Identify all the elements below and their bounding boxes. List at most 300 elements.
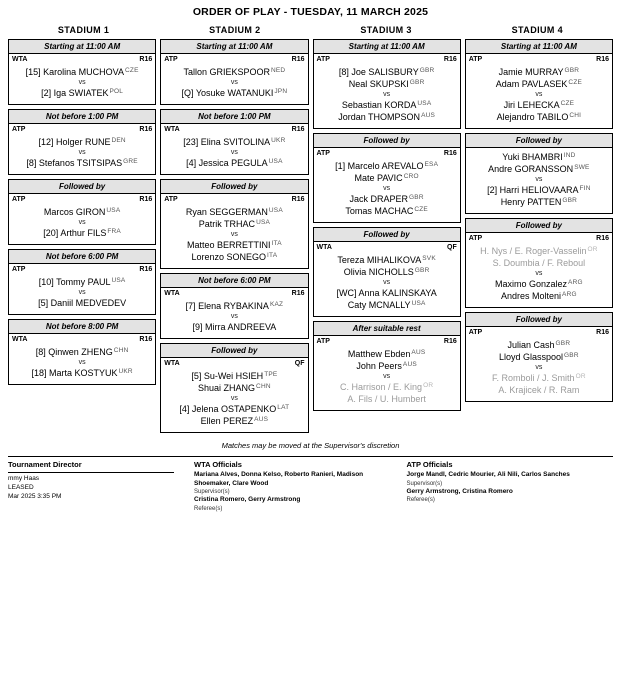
player-name: Andres Molteni	[501, 291, 562, 301]
match-block[interactable]	[160, 343, 308, 433]
player-line	[12, 206, 152, 218]
team	[317, 66, 457, 90]
player-line	[12, 87, 152, 99]
player-name: Ellen PEREZ	[200, 416, 254, 426]
player-line	[164, 300, 304, 312]
team	[469, 66, 609, 90]
session-time-band: Starting at 11:00 AM	[466, 40, 612, 54]
player-country: FRA	[107, 228, 121, 235]
stadium-header-2: STADIUM 2	[209, 25, 261, 35]
player-line	[317, 66, 457, 78]
released-label: LEASED	[8, 484, 34, 491]
match-entry	[314, 252, 460, 316]
player-line	[164, 251, 304, 263]
player-country: CHN	[113, 347, 129, 354]
match-block[interactable]	[160, 273, 308, 339]
player-line	[469, 151, 609, 163]
player-country: USA	[111, 277, 126, 284]
player-name: Yuki BHAMBRI	[502, 152, 563, 162]
player-country: ARG	[562, 291, 577, 298]
team	[164, 403, 304, 427]
versus-separator: vs	[383, 91, 391, 98]
tour-round-row	[161, 124, 307, 134]
player-country: CHN	[256, 383, 271, 390]
match-block[interactable]	[8, 249, 156, 315]
player-seed: [1]	[335, 161, 348, 171]
versus-separator: vs	[230, 395, 238, 402]
match-block[interactable]	[465, 39, 613, 129]
player-country: AUS	[411, 349, 426, 356]
team	[469, 151, 609, 175]
tour-label: ATP	[164, 196, 178, 203]
round-label: R16	[139, 56, 153, 63]
player-name: Ryan SEGGERMAN	[185, 207, 268, 217]
versus-separator: vs	[535, 270, 543, 277]
player-name: Mate PAVIC	[354, 173, 403, 183]
tournament-director-title: Tournament Director	[8, 460, 82, 469]
session-time-band: Starting at 11:00 AM	[314, 40, 460, 54]
match-block[interactable]	[313, 133, 461, 223]
player-country: GBR	[564, 67, 580, 74]
player-country: AUS	[254, 416, 269, 423]
player-name: Karolina MUCHOVA	[43, 67, 124, 77]
stadium-header-1: STADIUM 1	[57, 25, 110, 35]
player-country: ITA	[267, 252, 278, 259]
stadium-column	[465, 39, 613, 406]
player-line	[12, 227, 152, 239]
player-country: USA	[411, 300, 426, 307]
wta-supervisors-label: Supervisor(s)	[194, 489, 230, 495]
player-name: John Peers	[356, 361, 402, 371]
player-country: USA	[256, 219, 271, 226]
player-country: GRE	[123, 158, 138, 165]
player-name: Marcelo AREVALO	[347, 161, 424, 171]
player-seed: [4]	[179, 404, 192, 414]
player-name: S. Doumbia / F. Reboul	[492, 258, 586, 268]
player-country: ITA	[271, 240, 282, 247]
round-label: R16	[596, 329, 609, 336]
round-label: QF	[294, 360, 305, 367]
versus-separator: vs	[383, 373, 391, 380]
match-entry	[161, 204, 307, 268]
player-line	[12, 346, 152, 358]
player-country: KAZ	[269, 301, 284, 308]
player-line	[317, 254, 457, 266]
player-country: CZE	[414, 206, 428, 213]
round-label: R16	[443, 338, 457, 345]
player-seed: [4]	[186, 158, 199, 168]
versus-separator: vs	[78, 219, 86, 226]
team	[317, 381, 457, 405]
player-line	[469, 257, 609, 269]
match-block[interactable]	[160, 39, 308, 105]
player-name: Henry PATTEN	[500, 197, 562, 207]
round-label: R16	[291, 290, 305, 297]
match-block[interactable]	[8, 39, 156, 105]
player-line	[164, 415, 304, 427]
player-name: Julian Cash	[507, 340, 555, 350]
player-line	[317, 393, 457, 405]
wta-supervisors: Mariana Alves, Donna Kelso, Roberto Ranieri, Madison Shoemaker, Clare Wood	[194, 471, 364, 487]
player-name: Lloyd Glasspool	[499, 352, 564, 362]
match-block[interactable]	[313, 227, 461, 317]
session-time-band: Followed by	[161, 180, 307, 194]
player-name: Anna KALINSKAYA	[358, 288, 437, 298]
match-entry	[161, 134, 307, 174]
session-time-band: Followed by	[161, 344, 307, 358]
player-line	[164, 382, 304, 394]
player-name: Jack DRAPER	[349, 194, 409, 204]
tour-round-row	[9, 334, 155, 344]
player-country: GBR	[555, 340, 571, 347]
versus-separator: vs	[230, 79, 238, 86]
player-name: Mirra ANDREEVA	[204, 322, 277, 332]
player-line	[164, 87, 304, 99]
player-country: LAT	[277, 404, 290, 411]
player-country: GBR	[409, 79, 425, 86]
tour-round-row	[161, 358, 307, 368]
footer-wta-officials	[194, 460, 401, 513]
tour-round-row	[466, 327, 612, 337]
team	[317, 348, 457, 372]
player-name: Marcos GIRON	[43, 207, 106, 217]
player-country: CZE	[560, 100, 575, 107]
player-country: GBR	[419, 67, 435, 74]
player-name: Joe SALISBURY	[351, 67, 419, 77]
player-name: H. Nys / E. Roger-Vasselin	[480, 246, 587, 256]
player-line	[12, 297, 152, 309]
tour-label: ATP	[12, 196, 26, 203]
player-line	[12, 276, 152, 288]
session-time-band: After suitable rest	[314, 322, 460, 336]
player-line	[317, 299, 457, 311]
player-country: IND	[563, 152, 576, 159]
player-name: A. Fils / U. Humbert	[347, 394, 426, 404]
player-country: OR	[587, 246, 598, 253]
tour-label: WTA	[164, 290, 180, 297]
player-name: Tomas MACHAC	[345, 206, 414, 216]
player-line	[317, 111, 457, 123]
player-line	[317, 360, 457, 372]
player-seed: [5]	[191, 371, 204, 381]
round-label: QF	[447, 244, 457, 251]
tour-label: ATP	[316, 338, 330, 345]
team	[164, 239, 304, 263]
match-block[interactable]	[8, 109, 156, 175]
player-country: GBR	[564, 352, 579, 359]
match-entry	[161, 298, 307, 338]
player-line	[12, 136, 152, 148]
player-country: UKR	[118, 368, 133, 375]
player-name: Elena RYBAKINA	[198, 301, 269, 311]
player-line	[469, 245, 609, 257]
team	[164, 370, 304, 394]
tour-label: WTA	[164, 126, 180, 133]
player-name: Sebastian KORDA	[341, 100, 417, 110]
atp-supervisors: Jorge Mandl, Cedric Mourier, Ali Nili, Carlos Sanches	[406, 471, 570, 478]
player-country: JPN	[274, 88, 288, 95]
player-seed: [15]	[25, 67, 44, 77]
match-block[interactable]	[313, 321, 461, 411]
round-label: R16	[596, 235, 609, 242]
session-time-band: Not before 8:00 PM	[9, 320, 155, 334]
match-entry	[9, 134, 155, 174]
wta-referees: Cristina Romero, Gerry Armstrong	[194, 496, 301, 503]
tour-label: ATP	[164, 56, 178, 63]
player-seed: [20]	[43, 228, 61, 238]
round-label: R16	[139, 336, 153, 343]
player-name: Jordan THOMPSON	[338, 112, 421, 122]
player-name: Caty MCNALLY	[347, 300, 411, 310]
player-name: Qinwen ZHENG	[48, 347, 113, 357]
tour-round-row	[9, 264, 155, 274]
round-label: R16	[291, 196, 305, 203]
tour-label: ATP	[468, 235, 483, 242]
player-name: Jessica PEGULA	[198, 158, 268, 168]
tour-round-row	[314, 336, 460, 346]
team	[469, 245, 609, 269]
player-line	[317, 78, 457, 90]
tour-round-row	[161, 54, 307, 64]
player-name: Stefanos TSITSIPAS	[38, 158, 123, 168]
versus-separator: vs	[78, 79, 86, 86]
player-line	[469, 99, 609, 111]
team	[317, 99, 457, 123]
player-name: Harri HELIOVAARA	[499, 185, 579, 195]
player-line	[12, 66, 152, 78]
player-name: Matthew Ebden	[347, 349, 411, 359]
player-seed: [Q]	[181, 88, 196, 98]
player-seed: [18]	[31, 368, 49, 378]
match-entry	[466, 64, 612, 128]
tour-round-row	[314, 242, 460, 252]
tour-round-row	[9, 194, 155, 204]
atp-supervisors-label: Supervisor(s)	[406, 480, 443, 487]
player-country: OR	[575, 373, 586, 380]
match-block[interactable]	[160, 109, 308, 175]
player-line	[317, 266, 457, 278]
player-country: POL	[109, 88, 124, 95]
stadium-column	[160, 39, 308, 437]
player-line	[317, 99, 457, 111]
player-name: Iga SWIATEK	[53, 88, 109, 98]
tour-label: ATP	[468, 329, 483, 336]
session-time-band: Not before 6:00 PM	[9, 250, 155, 264]
player-line	[469, 351, 609, 363]
team	[469, 339, 609, 363]
atp-referees-label: Referee(s)	[406, 497, 435, 503]
wta-officials-title: WTA Officials	[194, 460, 242, 469]
session-time-band: Not before 1:00 PM	[9, 110, 155, 124]
versus-separator: vs	[230, 313, 238, 320]
player-country: NED	[270, 67, 286, 74]
player-country: USA	[417, 100, 432, 107]
versus-separator: vs	[535, 364, 543, 371]
session-time-band: Starting at 11:00 AM	[161, 40, 307, 54]
player-country: GBR	[562, 197, 578, 204]
player-country: AUS	[402, 361, 417, 368]
player-name: Neal SKUPSKI	[348, 79, 409, 89]
player-line	[164, 157, 304, 169]
team	[317, 287, 457, 311]
player-line	[164, 321, 304, 333]
player-name: Marta KOSTYUK	[48, 368, 118, 378]
versus-separator: vs	[535, 91, 543, 98]
player-name: A. Krajicek / R. Ram	[498, 385, 580, 395]
match-entry	[314, 346, 460, 410]
tour-label: WTA	[316, 244, 332, 251]
player-seed: [9]	[192, 322, 205, 332]
player-name: Lorenzo SONEGO	[191, 252, 267, 262]
tour-label: WTA	[12, 336, 28, 343]
player-country: TPE	[264, 371, 278, 378]
player-name: Maximo Gonzalez	[495, 279, 568, 289]
match-entry	[9, 274, 155, 314]
player-line	[469, 66, 609, 78]
player-name: Matteo BERRETTINI	[186, 240, 271, 250]
player-line	[469, 290, 609, 302]
session-time-band: Not before 6:00 PM	[161, 274, 307, 288]
session-time-band: Followed by	[466, 219, 612, 233]
stadium-header-3: STADIUM 3	[360, 25, 412, 35]
player-line	[469, 78, 609, 90]
match-block[interactable]	[465, 133, 613, 214]
tour-label: ATP	[316, 56, 330, 63]
player-line	[164, 206, 304, 218]
session-time-band: Starting at 11:00 AM	[9, 40, 155, 54]
player-name: Patrik TRHAC	[198, 219, 256, 229]
versus-separator: vs	[78, 149, 86, 156]
versus-separator: vs	[383, 185, 391, 192]
match-block[interactable]	[313, 39, 461, 129]
match-entry	[161, 64, 307, 104]
player-name: Tereza MIHALIKOVA	[337, 255, 422, 265]
session-time-band: Followed by	[314, 134, 460, 148]
released-time: Mar 2025 3:35 PM	[8, 493, 62, 500]
tour-round-row	[314, 54, 460, 64]
player-country: USA	[268, 207, 283, 214]
player-line	[469, 111, 609, 123]
team	[317, 254, 457, 278]
player-country: CZE	[125, 67, 139, 74]
player-name: Tommy PAUL	[56, 277, 111, 287]
player-name: Alejandro TABILO	[496, 112, 569, 122]
player-seed: [2]	[487, 185, 500, 195]
player-country: CHI	[569, 112, 582, 119]
tour-round-row	[466, 233, 612, 243]
player-name: Andre GORANSSON	[488, 164, 574, 174]
player-line	[317, 348, 457, 360]
round-label: R16	[139, 196, 153, 203]
match-entry	[9, 344, 155, 384]
team	[469, 278, 609, 302]
round-label: R16	[291, 56, 305, 63]
player-name: Jiri LEHECKA	[503, 100, 560, 110]
player-line	[317, 160, 457, 172]
session-time-band: Followed by	[9, 180, 155, 194]
player-country: CZE	[568, 79, 583, 86]
round-label: R16	[139, 126, 153, 133]
player-seed: [12]	[38, 137, 56, 147]
match-block[interactable]	[8, 319, 156, 385]
player-country: FIN	[579, 185, 591, 192]
schedule-grid	[0, 39, 621, 437]
tour-label: WTA	[164, 360, 180, 367]
player-country: USA	[106, 207, 121, 214]
stadium-header-row	[0, 25, 621, 39]
player-name: Jelena OSTAPENKO	[191, 404, 277, 414]
player-country: USA	[268, 158, 283, 165]
player-country: SVK	[422, 255, 436, 262]
player-seed: [5]	[38, 298, 51, 308]
match-entry	[466, 243, 612, 307]
player-line	[164, 218, 304, 230]
tour-round-row	[9, 54, 155, 64]
player-name: Elina SVITOLINA	[200, 137, 271, 147]
footer	[8, 456, 613, 513]
player-name: F. Romboli / J. Smith	[492, 373, 575, 383]
match-entry	[9, 64, 155, 104]
tour-round-row	[466, 54, 612, 64]
atp-referees: Gerry Armstrong, Cristina Romero	[406, 487, 513, 495]
player-name: Adam PAVLASEK	[495, 79, 568, 89]
player-country: GBR	[414, 267, 430, 274]
versus-separator: vs	[383, 279, 391, 286]
signature-rule	[8, 472, 174, 473]
tour-label: ATP	[316, 150, 330, 157]
match-entry	[161, 368, 307, 432]
versus-separator: vs	[230, 231, 238, 238]
player-country: OR	[423, 382, 434, 389]
match-block[interactable]	[465, 312, 613, 402]
player-country: SWE	[574, 164, 590, 171]
team	[469, 99, 609, 123]
player-seed: [8]	[338, 67, 352, 77]
player-line	[164, 66, 304, 78]
match-entry	[314, 64, 460, 128]
player-line	[469, 184, 609, 196]
player-country: ARG	[568, 279, 583, 286]
player-seed: [23]	[183, 137, 201, 147]
player-country: ESA	[424, 161, 439, 168]
player-name: Shuai ZHANG	[198, 383, 256, 393]
stadium-header-4: STADIUM 4	[511, 25, 564, 35]
player-country: GBR	[409, 194, 424, 201]
player-line	[317, 381, 457, 393]
player-country: CRO	[403, 173, 419, 180]
match-block[interactable]	[465, 218, 613, 308]
tour-label: WTA	[12, 56, 28, 63]
match-block[interactable]	[8, 179, 156, 245]
match-block[interactable]	[160, 179, 308, 269]
player-name: Olivia NICHOLLS	[343, 267, 414, 277]
player-line	[469, 196, 609, 208]
tour-round-row	[161, 194, 307, 204]
player-line	[469, 372, 609, 384]
player-line	[469, 384, 609, 396]
round-label: R16	[139, 266, 153, 273]
versus-separator: vs	[78, 359, 86, 366]
team	[164, 206, 304, 230]
player-line	[164, 403, 304, 415]
player-name: C. Harrison / E. King	[340, 382, 423, 392]
player-line	[317, 193, 457, 205]
round-label: R16	[291, 126, 305, 133]
player-seed: [8]	[35, 347, 49, 357]
versus-separator: vs	[230, 149, 238, 156]
player-line	[164, 239, 304, 251]
tour-label: ATP	[12, 266, 26, 273]
